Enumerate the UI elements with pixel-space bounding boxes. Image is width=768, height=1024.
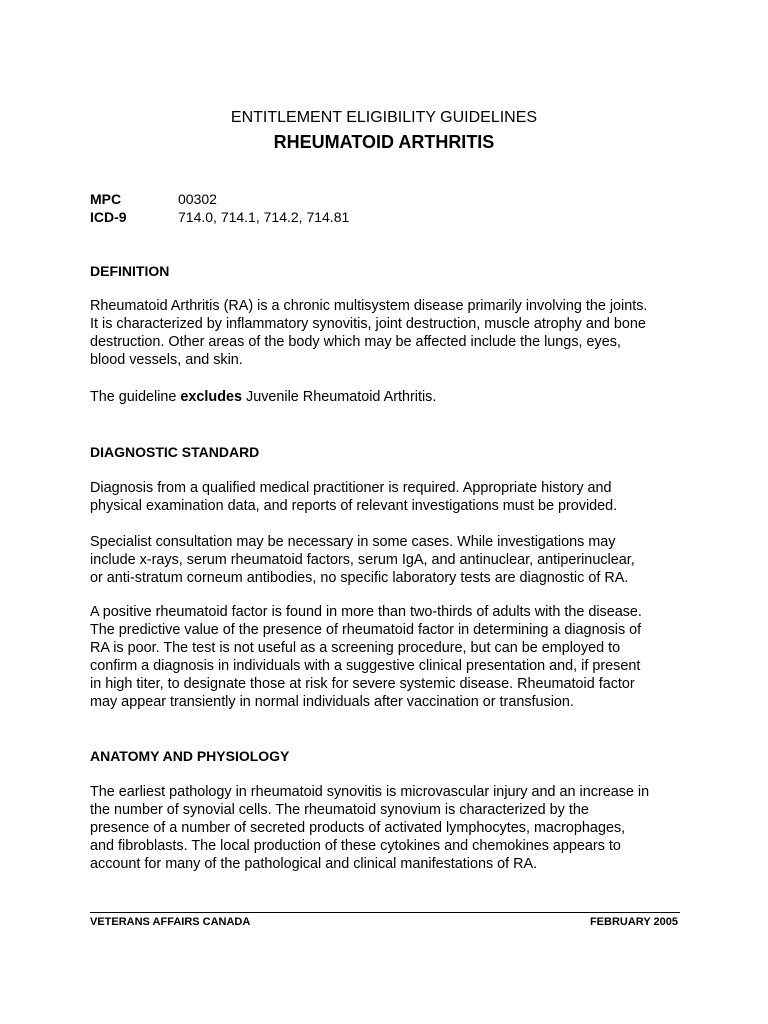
text-line: Specialist consultation may be necessary in some cases. While investigations may — [90, 534, 616, 550]
code-value: 00302 — [178, 191, 217, 207]
text-run: Juvenile Rheumatoid Arthritis. — [242, 389, 437, 405]
code-label: MPC — [90, 191, 122, 207]
diagnostic-paragraph-2 — [90, 533, 690, 587]
code-label: ICD-9 — [90, 209, 127, 225]
section-heading-definition: DEFINITION — [90, 263, 170, 279]
text-line: It is characterized by inflammatory synovitis, joint destruction, muscle atrophy and bone — [90, 316, 646, 332]
text-line: in high titer, to designate those at risk for severe systemic disease. Rheumatoid factor — [90, 676, 635, 692]
text-line: RA is poor. The test is not useful as a screening procedure, but can be employed to — [90, 640, 621, 656]
text-line: A positive rheumatoid factor is found in more than two-thirds of adults with the disease. — [90, 604, 642, 620]
document-title: ENTITLEMENT ELIGIBILITY GUIDELINES — [230, 109, 538, 126]
code-row-icd9 — [90, 208, 349, 226]
text-line: confirm a diagnosis in individuals with a suggestive clinical presentation and, if present — [90, 658, 641, 674]
text-line: may appear transiently in normal individuals after vaccination or transfusion. — [90, 694, 574, 710]
text-line: The predictive value of the presence of rheumatoid factor in determining a diagnosis of — [90, 622, 642, 638]
text-line: Diagnosis from a qualified medical practitioner is required. Appropriate history and — [90, 480, 612, 496]
footer-organization: VETERANS AFFAIRS CANADA — [90, 916, 251, 928]
text-line: blood vessels, and skin. — [90, 352, 243, 368]
text-line: include x-rays, serum rheumatoid factors, serum IgA, and antinuclear, antiperinuclear, — [90, 552, 635, 568]
footer-divider — [90, 912, 680, 913]
text-line: destruction. Other areas of the body which may be affected include the lungs, eyes, — [90, 334, 621, 350]
definition-paragraph — [90, 297, 690, 369]
code-row-mpc — [90, 190, 349, 208]
text-line: presence of a number of secreted products of activated lymphocytes, macrophages, — [90, 820, 626, 836]
anatomy-paragraph — [90, 783, 690, 873]
emphasis-text: excludes — [180, 389, 243, 405]
text-line: Rheumatoid Arthritis (RA) is a chronic multisystem disease primarily involving the joints. — [90, 298, 648, 314]
text-line — [90, 388, 690, 406]
code-table — [90, 190, 349, 226]
text-line: or anti-stratum corneum antibodies, no specific laboratory tests are diagnostic of RA. — [90, 570, 629, 586]
text-run: The guideline — [90, 389, 181, 405]
code-value: 714.0, 714.1, 714.2, 714.81 — [178, 209, 350, 225]
exclusion-paragraph — [90, 388, 690, 406]
text-line: The earliest pathology in rheumatoid synovitis is microvascular injury and an increase in — [90, 784, 650, 800]
diagnostic-paragraph-1 — [90, 479, 690, 515]
section-heading-anatomy: ANATOMY AND PHYSIOLOGY — [90, 748, 290, 764]
text-line: the number of synovial cells. The rheumatoid synovium is characterized by the — [90, 802, 589, 818]
footer-date: FEBRUARY 2005 — [589, 916, 678, 928]
diagnostic-paragraph-3 — [90, 603, 690, 711]
text-line: physical examination data, and reports of relevant investigations must be provided. — [90, 498, 618, 514]
text-line: account for many of the pathological and clinical manifestations of RA. — [90, 856, 538, 872]
document-subtitle: RHEUMATOID ARTHRITIS — [273, 132, 495, 152]
text-line: and fibroblasts. The local production of these cytokines and chemokines appears to — [90, 838, 621, 854]
section-heading-diagnostic: DIAGNOSTIC STANDARD — [90, 444, 260, 460]
